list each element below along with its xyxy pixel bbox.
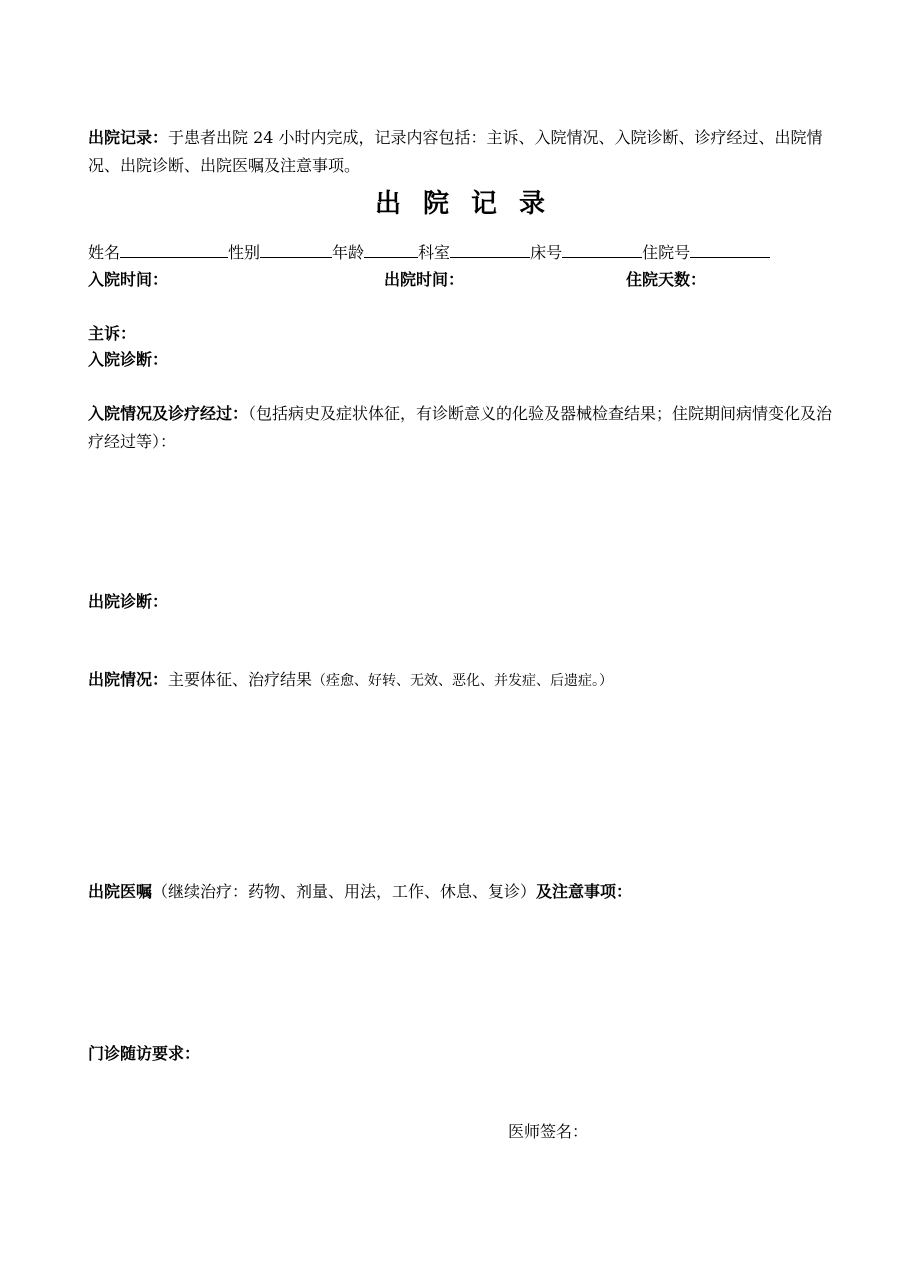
discharge-status-text: 主要体征、治疗结果 [168,670,313,689]
bed-label: 床号 [530,243,563,262]
discharge-status-line [88,668,613,692]
discharge-orders-note: （继续治疗：药物、剂量、用法，工作、休息、复诊） [152,882,537,901]
discharge-diagnosis-label: 出院诊断： [88,592,169,611]
doctor-signature-label: 医师签名： [508,1122,589,1141]
intro-text: 于患者出院 24 小时内完成，记录内容包括：主诉、入院情况、入院诊断、诊疗经过、出院情况、出院诊断、出院医嘱及注意事项。 [88,128,823,175]
admission-course-label: 入院情况及诊疗经过： [88,404,249,423]
discharge-status-note: （痊愈、好转、无效、恶化、并发症、后遗症。） [312,673,614,689]
name-field[interactable] [120,240,228,258]
department-label: 科室 [418,243,451,262]
discharge-orders-line [88,880,632,904]
discharge-status-label: 出院情况： [88,670,169,689]
hospital-days-label: 住院天数： [626,270,707,289]
page-title: 出院记录 [374,189,567,219]
followup-label: 门诊随访要求： [88,1044,201,1063]
department-field[interactable] [450,240,530,258]
hospital-no-label: 住院号 [642,243,691,262]
discharge-orders-label: 出院医嘱 [88,882,153,901]
hospital-no-field[interactable] [690,240,770,258]
discharge-time-label: 出院时间： [384,270,465,289]
admission-course-note: （包括病史及症状体征，有诊断意义的化验及器械检查结果；住院期间病情变化及治疗经过等）： [88,404,833,451]
patient-info-row [88,240,770,265]
name-label: 姓名 [88,243,121,262]
intro-label: 出院记录： [88,128,169,147]
age-label: 年龄 [332,243,365,262]
admission-course-paragraph [88,400,838,456]
intro-paragraph [88,124,838,180]
gender-label: 性别 [228,243,261,262]
gender-field[interactable] [260,240,332,258]
admission-time-label: 入院时间： [88,270,169,289]
discharge-orders-suffix: 及注意事项： [536,882,633,901]
admission-diagnosis-label: 入院诊断： [88,350,169,369]
age-field[interactable] [364,240,418,258]
chief-complaint-label: 主诉： [88,324,137,343]
bed-field[interactable] [562,240,642,258]
